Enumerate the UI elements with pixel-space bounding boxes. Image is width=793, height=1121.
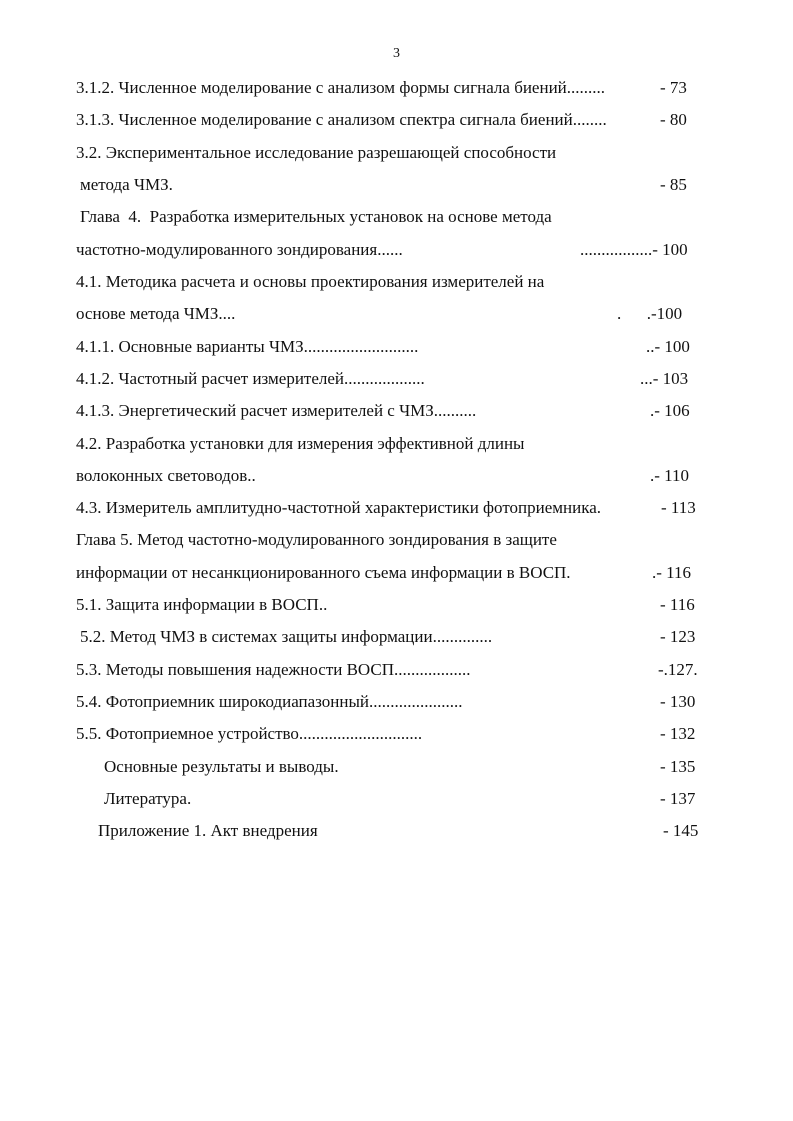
toc-line: Глава 4. Разработка измерительных установок на основе метода	[80, 207, 552, 226]
toc-line: основе метода ЧМЗ....	[76, 304, 236, 323]
toc-page: . .-100	[617, 304, 683, 323]
toc-page: - 137	[660, 789, 696, 808]
toc-line: информации от несанкционированного съема информации в ВОСП.	[76, 563, 571, 582]
toc-line: Литература.	[104, 789, 192, 808]
toc-page: .- 110	[650, 466, 690, 485]
toc-page: - 80	[660, 110, 687, 129]
toc-line: 4.1. Методика расчета и основы проектирования измерителей на	[76, 272, 545, 291]
toc-page: .................- 100	[580, 240, 688, 259]
toc-page: - 116	[660, 595, 695, 614]
toc-line: волоконных световодов..	[76, 466, 256, 485]
toc-line: 5.1. Защита информации в ВОСП..	[76, 595, 328, 614]
toc-line: частотно-модулированного зондирования......	[76, 240, 403, 259]
toc-page: .- 116	[652, 563, 692, 582]
toc-page: ...- 103	[640, 369, 689, 388]
toc-page: - 145	[663, 821, 699, 840]
toc-page: - 113	[661, 498, 696, 517]
toc-line: 4.1.1. Основные варианты ЧМЗ...........................	[76, 337, 419, 356]
toc-line: 5.5. Фотоприемное устройство.............................	[76, 724, 423, 743]
toc-line: 5.2. Метод ЧМЗ в системах защиты информации..............	[80, 627, 493, 646]
toc-line: Основные результаты и выводы.	[104, 757, 339, 776]
toc-line: 3.2. Экспериментальное исследование разрешающей способности	[76, 143, 557, 162]
toc-page: - 130	[660, 692, 696, 711]
toc-line: 3.1.3. Численное моделирование с анализом спектра сигнала биений........	[76, 110, 607, 129]
toc-line: 4.1.3. Энергетический расчет измерителей с ЧМЗ..........	[76, 401, 477, 420]
toc-line: 5.4. Фотоприемник широкодиапазонный......................	[76, 692, 463, 711]
toc-line: метода ЧМЗ.	[80, 175, 173, 194]
toc-line: Глава 5. Метод частотно-модулированного зондирования в защите	[76, 530, 557, 549]
toc-line: 3.1.2. Численное моделирование с анализом формы сигнала биений.........	[76, 78, 606, 97]
toc-page: - 73	[660, 78, 687, 97]
toc-line: 5.3. Методы повышения надежности ВОСП..................	[76, 660, 471, 679]
toc-page: ..- 100	[646, 337, 690, 356]
toc-page: -.127.	[658, 660, 698, 679]
toc-line: Приложение 1. Акт внедрения	[98, 821, 318, 840]
page-number: 3	[393, 46, 400, 61]
toc-page: - 123	[660, 627, 696, 646]
toc-line: 4.1.2. Частотный расчет измерителей...................	[76, 369, 425, 388]
toc-page: - 135	[660, 757, 696, 776]
toc-page: .- 106	[650, 401, 690, 420]
toc-line: 4.2. Разработка установки для измерения эффективной длины	[76, 434, 525, 453]
toc-line: 4.3. Измеритель амплитудно-частотной характеристики фотоприемника.	[76, 498, 602, 517]
toc-page: - 85	[660, 175, 687, 194]
toc-page: - 132	[660, 724, 696, 743]
